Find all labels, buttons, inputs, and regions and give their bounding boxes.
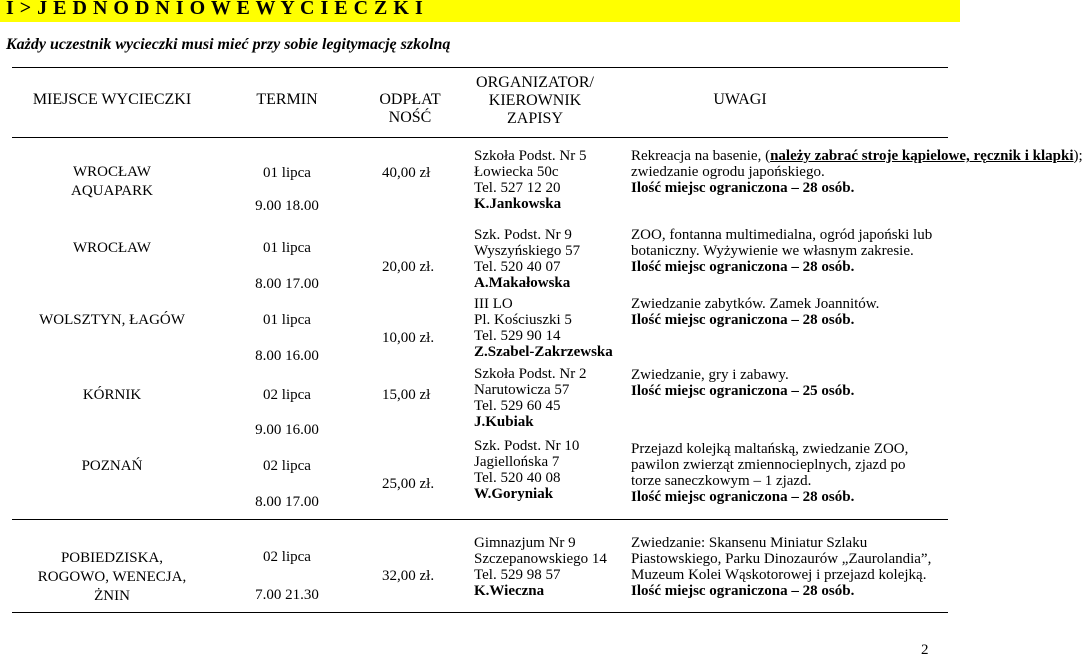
trip-fee: 32,00 zł. [382,568,435,584]
trip-fee: 20,00 zł. [382,259,435,275]
trip-time: 8.00 17.00 [255,276,319,292]
page-number: 2 [921,642,929,658]
table-top-rule [12,67,948,68]
trip-time: 7.00 21.30 [255,587,319,603]
trip-date: 02 lipca [263,387,311,403]
trip-place: POZNAŃ [81,458,143,474]
trip-fee: 10,00 zł. [382,330,435,346]
trip-time: 9.00 18.00 [255,198,319,214]
col-header-date: TERMIN [256,91,318,108]
trip-date: 02 lipca [263,549,311,565]
trip-organizer: Gimnazjum Nr 9 Szczepanowskiego 14 Tel. 529 98 57 K.Wieczna [474,535,607,599]
col-header-place: MIEJSCE WYCIECZKI [32,91,192,108]
trip-organizer: Szk. Podst. Nr 10 Jagiellońska 7 Tel. 520 40 08 W.Goryniak [474,438,580,502]
subheading: Każdy uczestnik wycieczki musi mieć przy sobie legitymację szkolną [6,36,451,53]
table-bottom-rule [12,612,948,613]
page-heading: I > J E D N O D N I O W E W Y C I E C Z K I [6,0,424,19]
trip-date: 01 lipca [263,312,311,328]
trip-time: 9.00 16.00 [255,422,319,438]
trip-fee: 40,00 zł [382,165,431,181]
row-divider [12,519,948,520]
trip-place: KÓRNIK [82,387,142,403]
trip-place: WROCŁAW AQUAPARK [71,164,153,199]
trip-notes: Przejazd kolejką maltańską, zwiedzanie ZOO, pawilon zwierząt zmiennocieplnych, zjazd po torze saneczkowym – 1 zjazd. Ilość miejsc ograniczona – 28 osób. [631,441,909,505]
col-header-fee: ODPŁAT NOŚĆ [379,91,441,126]
trip-fee: 25,00 zł. [382,476,435,492]
trip-time: 8.00 16.00 [255,348,319,364]
trip-place: POBIEDZISKA, ROGOWO, WENECJA, ŻNIN [37,550,187,604]
col-header-organizer: ORGANIZATOR/ KIEROWNIK ZAPISY [476,74,594,127]
trip-notes: Zwiedzanie zabytków. Zamek Joannitów. Ilość miejsc ograniczona – 28 osób. [631,296,880,328]
trip-organizer: Szkoła Podst. Nr 2 Narutowicza 57 Tel. 529 60 45 J.Kubiak [474,366,587,430]
trip-organizer: Szkoła Podst. Nr 5 Łowiecka 50c Tel. 527 12 20 K.Jankowska [474,148,587,212]
trip-time: 8.00 17.00 [255,494,319,510]
trip-notes: Rekreacja na basenie, (należy zabrać stroje kąpielowe, ręcznik i klapki); zwiedzanie ogrodu japońskiego. Ilość miejsc ograniczona – 28 osób. [631,148,1083,196]
trip-date: 01 lipca [263,165,311,181]
header-bottom-rule [12,137,948,138]
trip-date: 02 lipca [263,458,311,474]
trip-notes: Zwiedzanie, gry i zabawy. Ilość miejsc ograniczona – 25 osób. [631,367,855,399]
trip-place: WROCŁAW [73,240,151,256]
trip-notes: Zwiedzanie: Skansenu Miniatur Szlaku Piastowskiego, Parku Dinozaurów „Zaurolandia”, Muzeum Kolei Wąskotorowej i przejazd kolejką. Ilość miejsc ograniczona – 28 osób. [631,535,932,599]
trip-place: WOLSZTYN, ŁAGÓW [39,312,185,328]
trip-organizer: III LO Pl. Kościuszki 5 Tel. 529 90 14 Z.Szabel-Zakrzewska [474,296,613,360]
trip-date: 01 lipca [263,240,311,256]
col-header-notes: UWAGI [713,91,767,108]
trip-fee: 15,00 zł [382,387,431,403]
trip-organizer: Szk. Podst. Nr 9 Wyszyńskiego 57 Tel. 520 40 07 A.Makałowska [474,227,581,291]
trip-notes: ZOO, fontanna multimedialna, ogród japoński lub botaniczny. Wyżywienie we własnym zakresie. Ilość miejsc ograniczona – 28 osób. [631,227,933,275]
